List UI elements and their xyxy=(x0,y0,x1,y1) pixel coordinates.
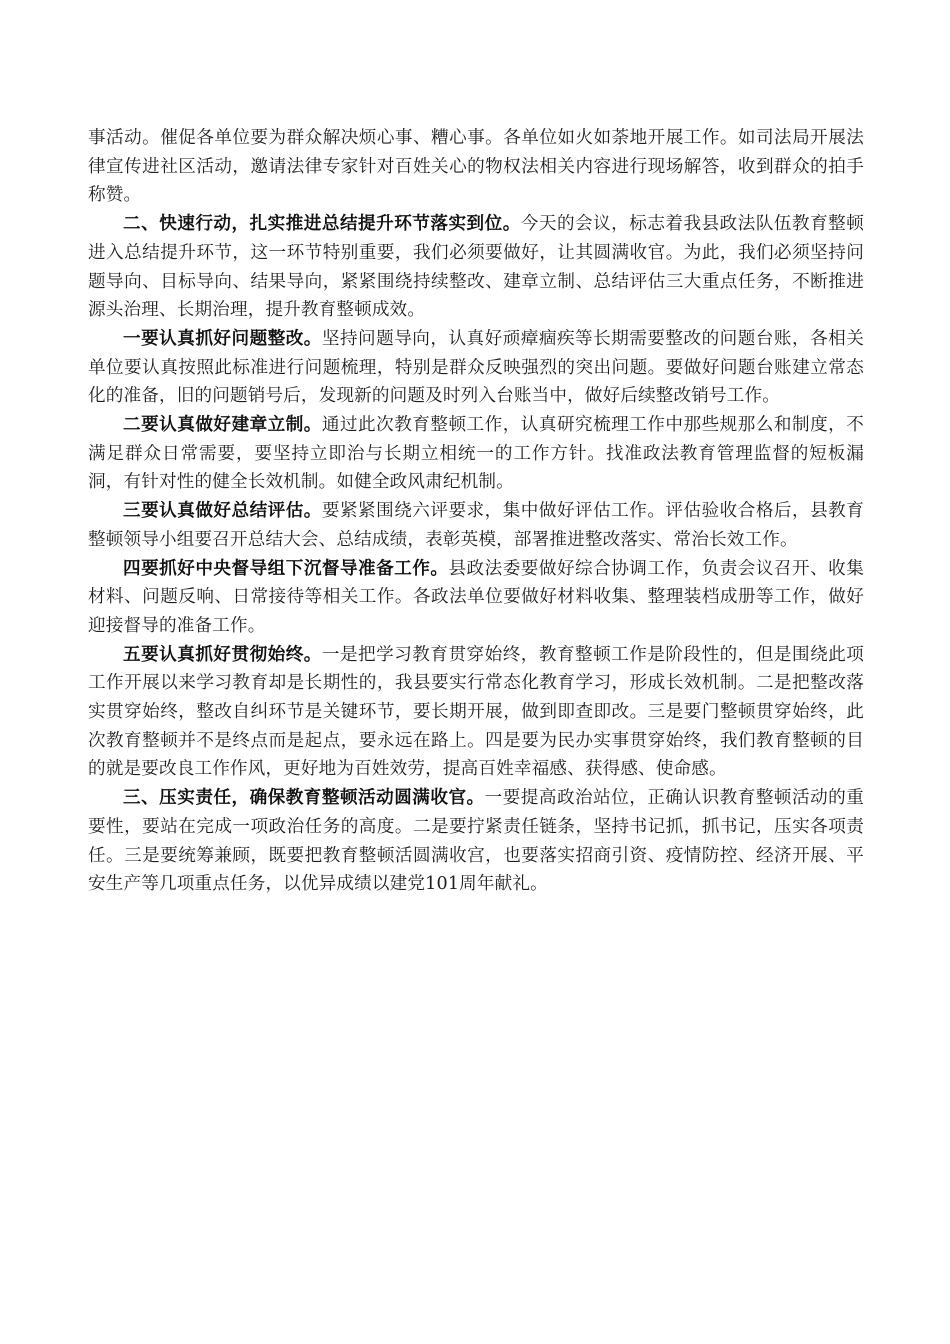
point-heading-3: 三要认真做好总结评估。 xyxy=(123,500,322,522)
paragraph-3-text: 坚持问题导向，认真好顽瘴痼疾等长期需要整改的问题台账，各相关单位要认真按照此标准进行问题梳理，特别是群众反映强烈的突出问题。要做好问题台账建立常态化的准备，旧的问题销号后，发现新的问题及时列入台账当中，做好后续整改销号工作。 xyxy=(88,328,864,407)
section-heading-2: 二、快速行动，扎实推进总结提升环节落实到位。 xyxy=(123,213,521,235)
paragraph-8 xyxy=(88,784,864,899)
paragraph-1-text: 事活动。催促各单位要为群众解决烦心事、糟心事。各单位如火如荼地开展工作。如司法局开展法律宣传进社区活动，邀请法律专家针对百姓关心的物权法相关内容进行现场解答，收到群众的拍手称赞。 xyxy=(88,128,864,206)
paragraph-4 xyxy=(88,411,864,497)
paragraph-4-text: 通过此次教育整顿工作，认真研究梳理工作中那些规那么和制度，不满足群众日常需要，要坚持立即治与长期立相统一的工作方针。找准政法教育管理监督的短板漏洞，有针对性的健全长效机制。如健全政风肃纪机制。 xyxy=(88,415,864,493)
document-body xyxy=(88,124,864,899)
paragraph-6-text: 县政法委要做好综合协调工作，负责会议召开、收集材料、问题反响、日常接待等相关工作。各政法单位要做好材料收集、整理装档成册等工作，做好迎接督导的准备工作。 xyxy=(88,558,865,636)
paragraph-6 xyxy=(88,555,864,641)
paragraph-3 xyxy=(88,325,864,411)
section-heading-3: 三、压实责任，确保教育整顿活动圆满收官。 xyxy=(123,787,485,809)
point-heading-2: 二要认真做好建章立制。 xyxy=(123,414,322,436)
point-heading-4: 四要抓好中央督导组下沉督导准备工作。 xyxy=(123,557,449,579)
paragraph-2-text: 今天的会议，标志着我县政法队伍教育整顿进入总结提升环节，这一环节特别重要，我们必须要做好，让其圆满收官。为此，我们必须坚持问题导向、目标导向、结果导向，紧紧围绕持续整改、建章立制、总结评估三大重点任务，不断推进源头治理、长期治理，提升教育整顿成效。 xyxy=(88,214,864,321)
point-heading-1: 一要认真抓好问题整改。 xyxy=(123,327,322,349)
paragraph-1 xyxy=(88,124,864,210)
paragraph-7 xyxy=(88,641,864,785)
paragraph-5-text: 要紧紧围绕六评要求，集中做好评估工作。评估验收合格后，县教育整顿领导小组要召开总结大会、总结成绩，表彰英模，部署推进整改落实、常治长效工作。 xyxy=(88,501,864,550)
paragraph-7-text: 一是把学习教育贯穿始终，教育整顿工作是阶段性的，但是围绕此项工作开展以来学习教育却是长期性的，我县要实行常态化教育学习，形成长效机制。二是把整改落实贯穿始终，整改自纠环节是关键环节，要长期开展，做到即查即改。三是要门整顿贯穿始终，此次教育整顿并不是终点而是起点，要永远在路上。四是要为民办实事贯穿始终，我们教育整顿的目的就是要改良工作作风，更好地为百姓效劳，提高百姓幸福感、获得感、使命感。 xyxy=(88,644,864,780)
paragraph-8-text: 一要提高政治站位，正确认识教育整顿活动的重要性，要站在完成一项政治任务的高度。二是要拧紧责任链条，坚持书记抓，抓书记，压实各项责任。三是要统筹兼顾，既要把教育整顿活圆满收宫，也要落实招商引资、疫情防控、经济开展、平安生产等几项重点任务，以优异成绩以建党101周年献礼。 xyxy=(88,788,864,895)
point-heading-5: 五要认真抓好贯彻始终。 xyxy=(123,643,322,665)
paragraph-2 xyxy=(88,210,864,325)
paragraph-5 xyxy=(88,497,864,554)
